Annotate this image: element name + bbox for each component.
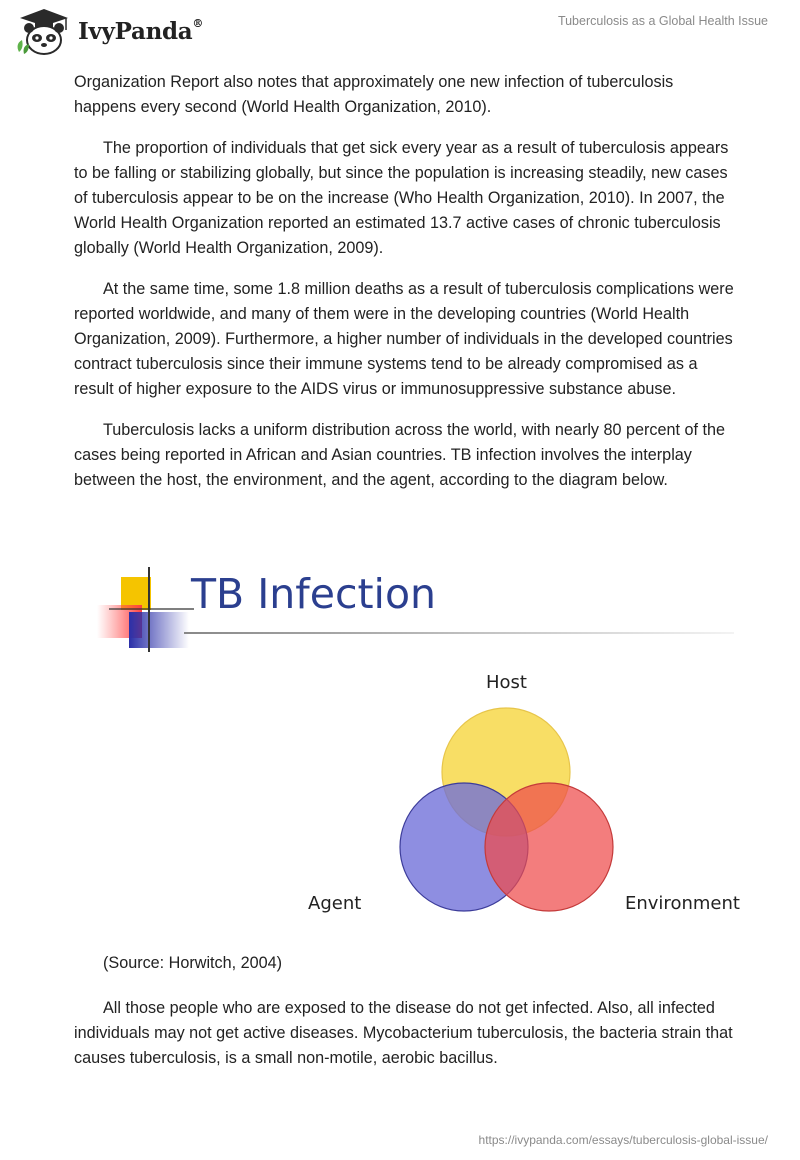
paragraph-1: Organization Report also notes that approximately one new infection of tuberculosis happens every second (World Health Organization, 2010). — [74, 73, 674, 116]
figure-source: (Source: Horwitch, 2004) — [103, 954, 283, 972]
environment-circle — [485, 783, 613, 911]
brand-text: IvyPanda — [78, 18, 193, 45]
paragraph-5: All those people who are exposed to the disease do not get infected. Also, all infected individuals may not get active diseases. Mycobacterium tuberculosis, the bacteria strain that causes tuberculosis, is a small non-motile, aerobic bacillus. — [74, 999, 733, 1067]
paragraph-3: At the same time, some 1.8 million deaths as a result of tuberculosis complications were reported worldwide, and many of them were in the developing countries (World Health Organization, 2009). Furthermore, a higher number of individuals in the developed countries contract tuberculosis since their immune systems tend to be already compromised as a result of higher exposure to the AIDS virus or immunosuppressive substance abuse. — [74, 280, 734, 398]
title-decoration — [97, 567, 194, 652]
tb-infection-diagram — [94, 560, 744, 920]
host-label: Host — [486, 672, 527, 693]
paragraph-4: Tuberculosis lacks a uniform distribution across the world, with nearly 80 percent of the cases being reported in African and Asian countries. TB infection involves the interplay between the host, the environment, and the agent, according to the diagram below. — [74, 421, 726, 489]
source-url[interactable]: https://ivypanda.com/essays/tuberculosis-global-issue/ — [478, 1133, 768, 1147]
panda-logo-icon[interactable] — [14, 8, 74, 56]
agent-label: Agent — [308, 893, 362, 914]
document-title: Tuberculosis as a Global Health Issue — [557, 14, 768, 28]
figure-title: TB Infection — [191, 570, 437, 618]
essay-body — [74, 70, 734, 509]
environment-label: Environment — [625, 893, 740, 914]
page-header — [0, 0, 800, 70]
title-rule — [184, 632, 734, 634]
brand-name[interactable] — [78, 18, 203, 45]
registered-mark: ® — [192, 17, 204, 31]
paragraph-2: The proportion of individuals that get sick every year as a result of tuberculosis appears to be falling or stabilizing globally, but since the population is increasing steadily, new cases of tuberculosis appear to be on the increase (Who Health Organization, 2010). In 2007, the World Health Organization reported an estimated 13.7 active cases of chronic tuberculosis globally (World Health Organization, 2009). — [74, 139, 729, 257]
